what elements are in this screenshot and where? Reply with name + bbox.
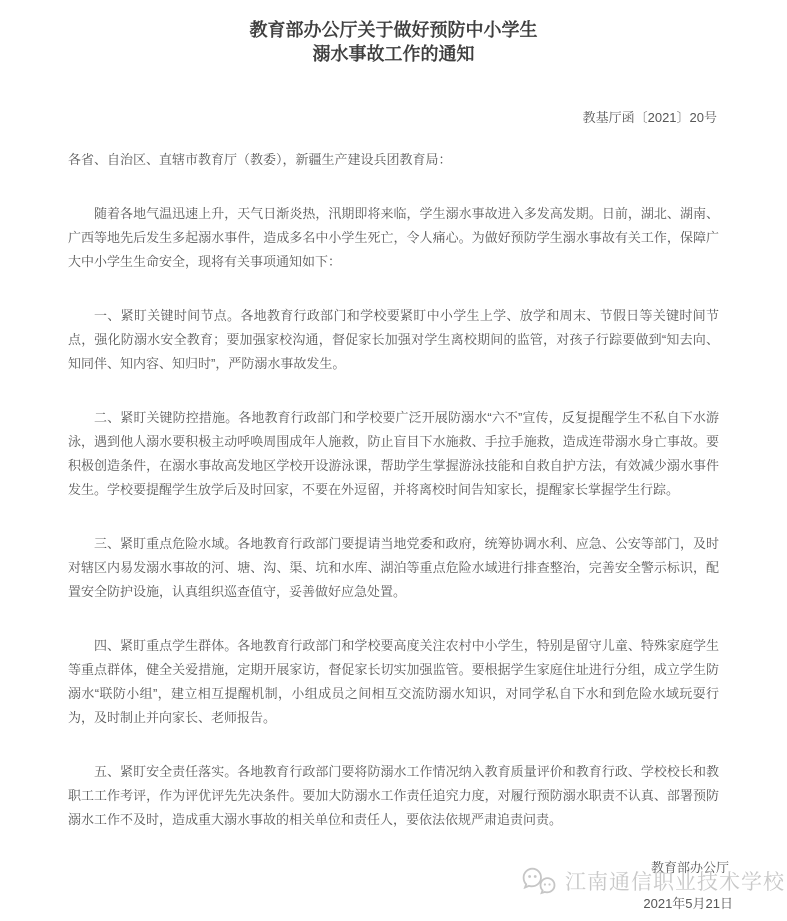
paragraph-section-1: 一、紧盯关键时间节点。各地教育行政部门和学校要紧盯中小学生上学、放学和周末、节假日等关键时间节点，强化防溺水安全教育；要加强家校沟通，督促家长加强对学生离校期间的监管，对孩子行踪要做到“知去向、知同伴、知内容、知归时”，严防溺水事故发生。: [68, 308, 719, 371]
paragraph-section-3: 三、紧盯重点危险水域。各地教育行政部门要提请当地党委和政府，统筹协调水利、应急、公安等部门，及时对辖区内易发溺水事故的河、塘、沟、渠、坑和水库、湖泊等重点危险水域进行排查整治，完善安全警示标识，配置安全防护设施，认真组织巡查值守，妥善做好应急处置。: [68, 536, 719, 599]
title-line-2: 溺水事故工作的通知: [312, 44, 475, 64]
signature-date: 2021年5月21日: [643, 896, 733, 911]
document-number: 教基厅函〔2021〕20号: [582, 110, 717, 125]
school-watermark-text: 江南通信职业技术学校: [565, 871, 785, 894]
salutation: 各省、自治区、直辖市教育厅（教委），新疆生产建设兵团教育局：: [68, 152, 452, 167]
paragraph-section-2: 二、紧盯关键防控措施。各地教育行政部门和学校要广泛开展防溺水“六不”宣传，反复提醒学生不私自下水游泳，遇到他人溺水要积极主动呼唤周围成年人施救，防止盲目下水施救、手拉手施救，造成连带溺水身亡事故。要积极创造条件，在溺水事故高发地区学校开设游泳课，帮助学生掌握游泳技能和自救自护方法，有效减少溺水事件发生。学校要提醒学生放学后及时回家，不要在外逗留，并将离校时间告知家长，提醒家长掌握学生行踪。: [68, 410, 719, 497]
paragraph-section-5: 五、紧盯安全责任落实。各地教育行政部门要将防溺水工作情况纳入教育质量评价和教育行政、学校校长和教职工工作考评，作为评优评先先决条件。要加大防溺水工作责任追究力度，对履行预防溺水职责不认真、部署预防溺水工作不及时，造成重大溺水事故的相关单位和责任人，要依法依规严肃追责问责。: [68, 764, 719, 827]
paragraph-intro: 随着各地气温迅速上升，天气日渐炎热，汛期即将来临，学生溺水事故进入多发高发期。日前，湖北、湖南、广西等地先后发生多起溺水事件，造成多名中小学生死亡，令人痛心。为做好预防学生溺水事故有关工作，保障广大中小学生生命安全，现将有关事项通知如下：: [68, 206, 719, 269]
document-title: [0, 0, 787, 66]
title-line-1: 教育部办公厅关于做好预防中小学生: [249, 20, 538, 40]
signature-org: 教育部办公厅: [650, 860, 729, 875]
paragraph-section-4: 四、紧盯重点学生群体。各地教育行政部门和学校要高度关注农村中小学生，特别是留守儿童、特殊家庭学生等重点群体，健全关爱措施，定期开展家访，督促家长切实加强监管。要根据学生家庭住址进行分组，成立学生防溺水“联防小组”，建立相互提醒机制，小组成员之间相互交流防溺水知识，对同学私自下水和到危险水域玩耍行为，及时制止并向家长、老师报告。: [68, 638, 719, 725]
